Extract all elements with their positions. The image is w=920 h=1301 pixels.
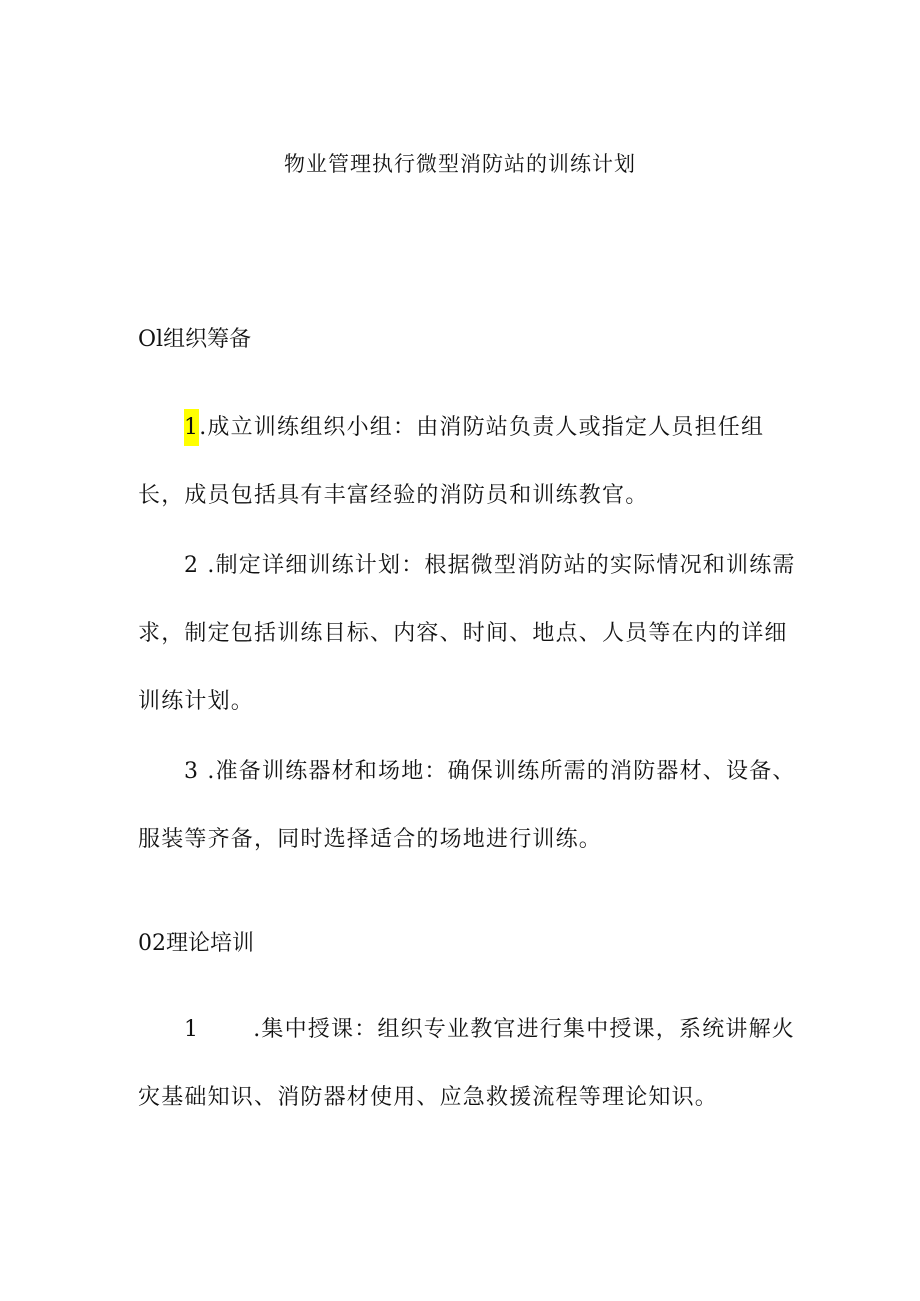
paragraph-text: .成立训练组织小组：由消防站负责人或指定人员担任组长，成员包括具有丰富经验的消防员和训练教官。 <box>138 415 765 508</box>
item-number-highlighted: 1 <box>184 409 199 446</box>
document-title: 物业管理执行微型消防站的训练计划 <box>284 152 636 176</box>
paragraph-1-2 <box>138 532 798 736</box>
paragraph-text: .集中授课：组织专业教官进行集中授课，系统讲解火灾基础知识、消防器材使用、应急救援流程等理论知识。 <box>138 1017 795 1110</box>
item-number: 2 <box>184 553 200 578</box>
paragraph-1-1 <box>138 394 798 530</box>
section-heading-2: 02理论培训 <box>138 931 254 956</box>
item-number: 3 <box>184 759 200 784</box>
paragraph-text: .准备训练器材和场地：确保训练所需的消防器材、设备、服装等齐备，同时选择适合的场地进行训练。 <box>138 759 796 852</box>
paragraph-2-1 <box>138 996 798 1132</box>
paragraph-text: .制定详细训练计划：根据微型消防站的实际情况和训练需求，制定包括训练目标、内容、时间、地点、人员等在内的详细训练计划。 <box>138 553 796 714</box>
section-heading-1: Ol组织筹备 <box>138 327 252 352</box>
paragraph-1-3 <box>138 738 798 874</box>
item-number: 1 <box>184 1017 200 1042</box>
